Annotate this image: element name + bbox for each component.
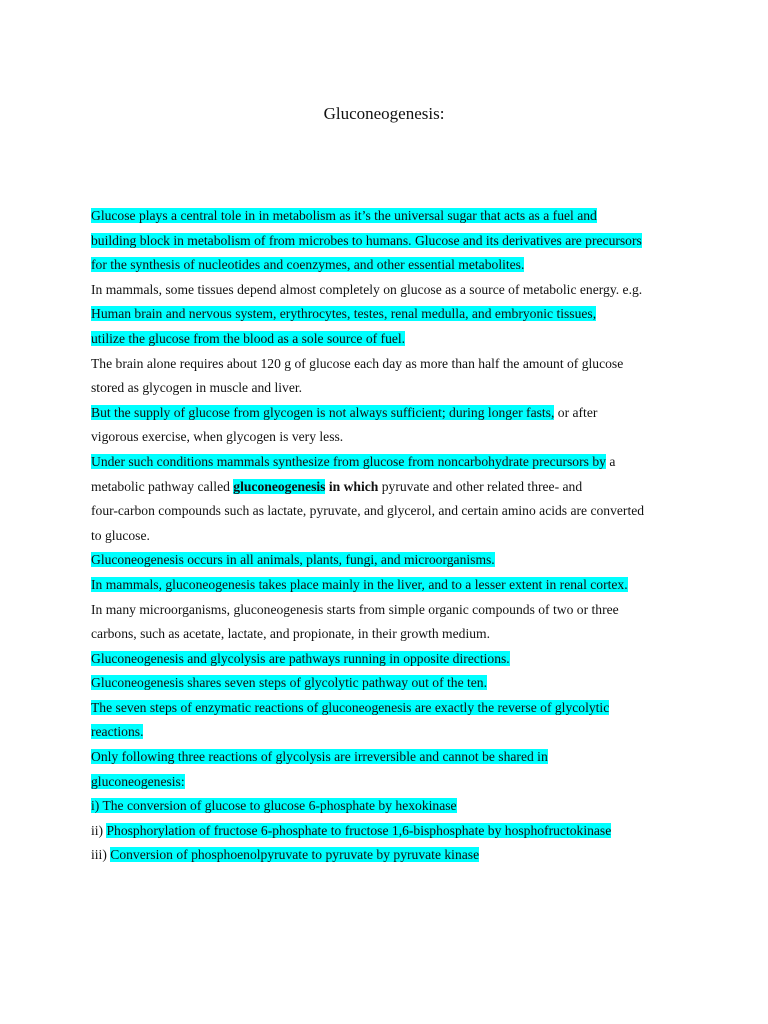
highlighted-text: In mammals, gluconeogenesis takes place mainly in the liver, and to a lesser extent in renal cortex. (91, 576, 628, 592)
text-line (91, 302, 731, 327)
highlighted-text: Glucose plays a central tole in in metabolism as it’s the universal sugar that acts as a fuel and (91, 208, 597, 223)
highlighted-text: The seven steps of enzymatic reactions of gluconeogenesis are exactly the reverse of glycolytic (91, 699, 610, 715)
text-run: vigorous exercise, when glycogen is very less. (91, 429, 344, 445)
text-line (91, 598, 731, 623)
highlighted-text: gluconeogenesis: (91, 773, 185, 789)
text-line (91, 475, 731, 500)
text-run: In mammals, some tissues depend almost completely on glucose as a source of metabolic energy. e.g. (91, 281, 643, 297)
text-line (91, 204, 731, 229)
text-line (91, 745, 731, 770)
text-line (91, 376, 731, 401)
text-line (91, 450, 731, 475)
highlighted-text: for the synthesis of nucleotides and coenzymes, and other essential metabolites. (91, 257, 525, 273)
text-line (91, 671, 731, 696)
text-line (91, 499, 731, 524)
text-run: four-carbon compounds such as lactate, pyruvate, and glycerol, and certain amino acids are converted (91, 503, 645, 519)
text-line (91, 573, 731, 598)
text-run: In many microorganisms, gluconeogenesis starts from simple organic compounds of two or three (91, 601, 619, 617)
text-line (91, 622, 731, 647)
document-title: Gluconeogenesis: (323, 104, 445, 123)
text-line (91, 352, 731, 377)
text-line (91, 770, 731, 795)
highlighted-text: Gluconeogenesis occurs in all animals, plants, fungi, and microorganisms. (91, 552, 495, 568)
text-run: iii) (91, 847, 111, 863)
text-line (91, 278, 731, 303)
text-run: The brain alone requires about 120 g of glucose each day as more than half the amount of glucose (91, 355, 624, 371)
text-line (91, 548, 731, 573)
document-body (91, 204, 731, 868)
text-run: carbons, such as acetate, lactate, and propionate, in their growth medium. (91, 626, 490, 642)
text-line (91, 229, 731, 254)
text-run: metabolic pathway called (91, 478, 234, 494)
highlighted-text: But the supply of glucose from glycogen is not always sufficient; during longer fasts, (91, 404, 555, 420)
highlighted-text: Under such conditions mammals synthesize from glucose from noncarbohydrate precursors by (91, 453, 606, 469)
text-line (91, 843, 731, 868)
highlighted-text: reactions. (91, 724, 144, 740)
highlighted-text: i) The conversion of glucose to glucose 6-phosphate by hexokinase (91, 798, 457, 814)
text-run: ii) (91, 822, 107, 838)
text-line (91, 425, 731, 450)
highlighted-text: Human brain and nervous system, erythrocytes, testes, renal medulla, and embryonic tissues, (91, 306, 597, 322)
text-run: stored as glycogen in muscle and liver. (91, 380, 303, 396)
text-run: in which (325, 478, 379, 494)
highlighted-text: building block in metabolism of from microbes to humans. Glucose and its derivatives are precursors (91, 232, 642, 248)
text-line (91, 794, 731, 819)
text-line (91, 696, 731, 721)
text-line (91, 253, 731, 278)
text-line (91, 524, 731, 549)
highlighted-text: gluconeogenesis (233, 478, 326, 494)
highlighted-text: Gluconeogenesis and glycolysis are pathways running in opposite directions. (91, 650, 510, 666)
text-line (91, 819, 731, 844)
text-line (91, 327, 731, 352)
text-run: pyruvate and other related three- and (378, 478, 583, 494)
highlighted-text: utilize the glucose from the blood as a sole source of fuel. (91, 330, 406, 346)
text-line (91, 401, 731, 426)
text-run: a (605, 453, 616, 469)
highlighted-text: Conversion of phosphoenolpyruvate to pyruvate by pyruvate kinase (110, 847, 480, 863)
text-run: to glucose. (91, 527, 150, 543)
highlighted-text: Gluconeogenesis shares seven steps of glycolytic pathway out of the ten. (91, 675, 488, 691)
text-run: or after (554, 404, 598, 420)
text-line (91, 647, 731, 672)
highlighted-text: Only following three reactions of glycolysis are irreversible and cannot be shared in (91, 749, 548, 765)
highlighted-text: Phosphorylation of fructose 6-phosphate to fructose 1,6-bisphosphate by hosphofructokinase (106, 822, 612, 838)
text-line (91, 720, 731, 745)
